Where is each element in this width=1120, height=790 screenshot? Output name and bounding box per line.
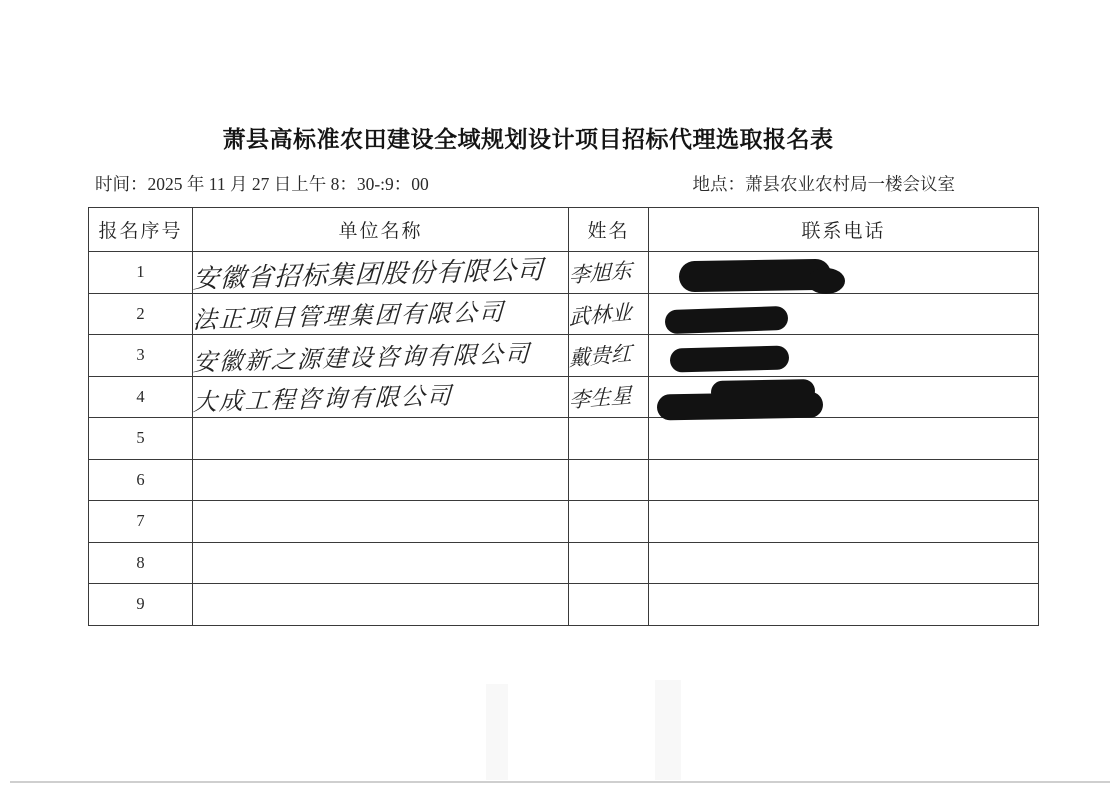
handwritten-name: 戴贵红	[568, 341, 633, 372]
serial-number: 7	[89, 501, 193, 543]
empty-company-cell	[193, 542, 569, 584]
scan-bottom-edge	[10, 781, 1110, 783]
handwritten-name: 李生星	[568, 382, 633, 413]
serial-number: 5	[89, 418, 193, 460]
location-text: 地点：萧县农业农村局一楼会议室	[692, 174, 955, 194]
header-company-name: 单位名称	[193, 208, 569, 252]
phone-cell	[649, 252, 1039, 294]
empty-name-cell	[569, 459, 649, 501]
empty-name-cell	[569, 418, 649, 460]
serial-number: 2	[89, 293, 193, 335]
document-title: 萧县高标准农田建设全域规划设计项目招标代理选取报名表	[222, 127, 834, 152]
phone-cell	[649, 335, 1039, 377]
table-row	[89, 584, 1039, 626]
empty-phone-cell	[649, 459, 1039, 501]
empty-phone-cell	[649, 542, 1039, 584]
table-row	[89, 418, 1039, 460]
handwritten-company: 法正项目管理集团有限公司	[192, 298, 506, 335]
header-phone: 联系电话	[649, 208, 1039, 252]
scan-noise-streak	[486, 684, 508, 780]
redaction-mark	[807, 268, 845, 294]
redaction-mark	[665, 305, 789, 333]
serial-number: 8	[89, 542, 193, 584]
empty-phone-cell	[649, 501, 1039, 543]
serial-number: 4	[89, 376, 193, 418]
table-row	[89, 542, 1039, 584]
header-serial-number: 报名序号	[89, 208, 193, 252]
table-header-row	[89, 208, 1039, 252]
serial-number: 1	[89, 252, 193, 294]
handwritten-name: 武林业	[568, 299, 633, 330]
empty-company-cell	[193, 501, 569, 543]
empty-phone-cell	[649, 418, 1039, 460]
redaction-mark	[657, 391, 823, 420]
table-row	[89, 501, 1039, 543]
empty-company-cell	[193, 584, 569, 626]
empty-company-cell	[193, 459, 569, 501]
serial-number: 9	[89, 584, 193, 626]
empty-name-cell	[569, 501, 649, 543]
handwritten-company: 安徽新之源建设咨询有限公司	[192, 339, 532, 377]
serial-number: 3	[89, 335, 193, 377]
scan-noise-streak	[655, 680, 681, 780]
empty-phone-cell	[649, 584, 1039, 626]
handwritten-company: 安徽省招标集团股份有限公司	[192, 255, 545, 295]
table-row	[89, 293, 1039, 335]
empty-company-cell	[193, 418, 569, 460]
table-row	[89, 252, 1039, 294]
info-line	[95, 171, 955, 196]
empty-name-cell	[569, 542, 649, 584]
empty-name-cell	[569, 584, 649, 626]
handwritten-company: 大成工程咨询有限公司	[192, 381, 454, 417]
phone-cell	[649, 376, 1039, 418]
table-row	[89, 459, 1039, 501]
phone-cell	[649, 293, 1039, 335]
time-text: 时间：2025 年 11 月 27 日上午 8：30-:9：00	[95, 174, 429, 194]
signup-table	[88, 207, 1039, 626]
redaction-mark	[670, 345, 790, 372]
table-row	[89, 376, 1039, 418]
table-row	[89, 335, 1039, 377]
header-person-name: 姓名	[569, 208, 649, 252]
handwritten-name: 李旭东	[568, 258, 633, 289]
serial-number: 6	[89, 459, 193, 501]
